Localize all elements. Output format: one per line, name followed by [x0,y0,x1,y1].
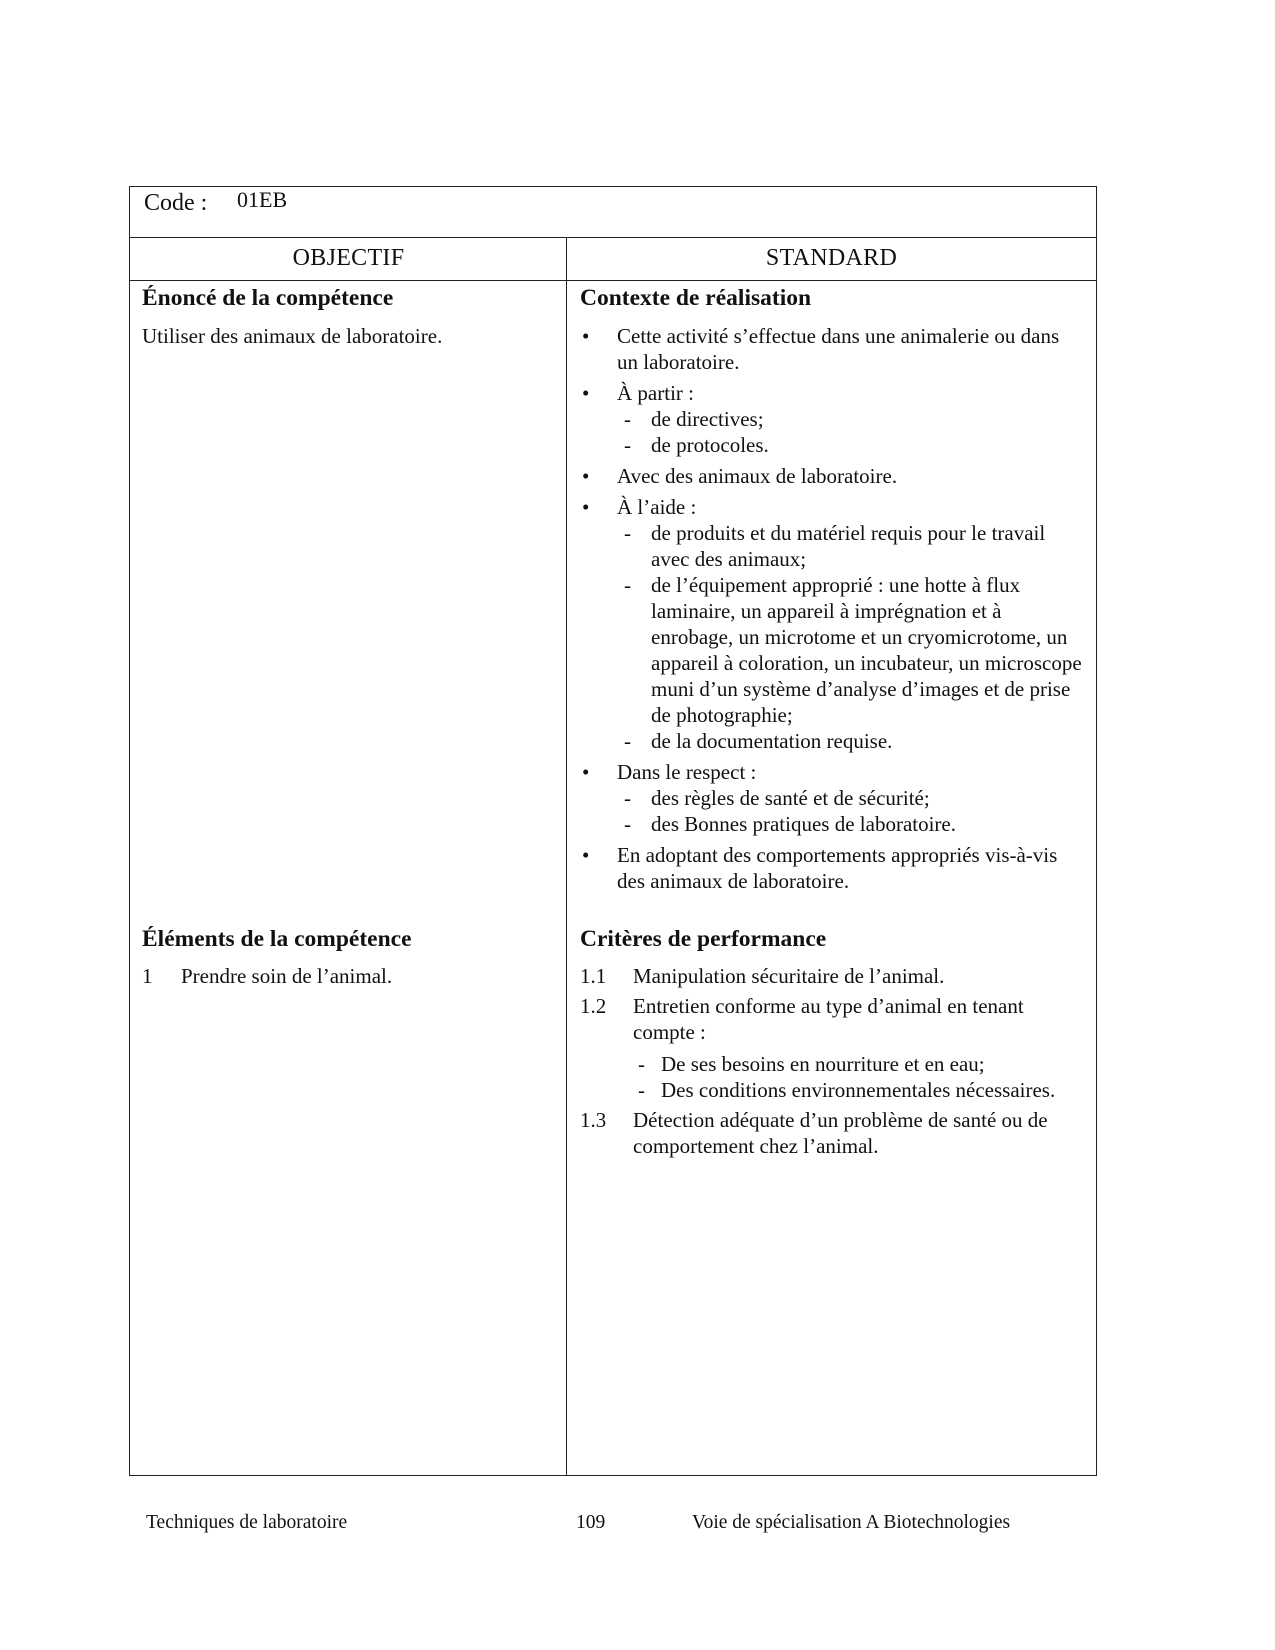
contexte-title: Contexte de réalisation [580,285,812,311]
dash-glyph: - [638,1078,645,1102]
contexte-subtext: des règles de santé et de sécurité; [651,786,930,810]
dash-glyph: - [624,573,631,597]
critere-number: 1.2 [580,994,607,1018]
critere-subtext: Des conditions environnementales nécessaires. [661,1078,1056,1102]
page-number: 109 [576,1512,606,1533]
contexte-subitem [617,572,1084,728]
contexte-list [580,323,1084,894]
bullet-glyph: • [582,495,590,519]
contexte-item [580,380,1084,458]
bullet-glyph: • [582,324,590,348]
footer-title: Techniques de laboratoire [146,1512,348,1533]
enonce-text: Utiliser des animaux de laboratoire. [142,324,443,348]
dash-glyph: - [624,521,631,545]
code-row [130,187,1096,238]
contexte-text: À partir : [617,381,694,405]
bullet-glyph: • [582,464,590,488]
criteres-list [580,963,1084,1163]
contexte-text: Avec des animaux de laboratoire. [617,464,898,488]
header-standard: STANDARD [765,245,898,271]
code-value: 01EB [237,187,288,212]
contexte-item [580,842,1084,894]
critere-sublist [633,1051,1084,1103]
critere-item [580,993,1084,1103]
dash-glyph: - [624,729,631,753]
contexte-subitem [617,520,1084,572]
dash-glyph: - [638,1052,645,1076]
dash-glyph: - [624,812,631,836]
critere-item [580,963,1084,989]
contexte-list-wrap [580,323,1084,899]
critere-number: 1.1 [580,964,607,988]
footer-specialisation: Voie de spécialisation A Biotechnologies [692,1512,1011,1533]
competence-table [129,186,1097,1476]
contexte-text: À l’aide : [617,495,697,519]
contexte-item [580,323,1084,375]
contexte-subtext: de protocoles. [651,433,769,457]
critere-item [580,1107,1084,1159]
contexte-item [580,759,1084,837]
critere-subitem [633,1077,1084,1103]
contexte-subtext: de directives; [651,407,764,431]
critere-text: Détection adéquate d’un problème de santé ou de comportement chez l’animal. [633,1108,1048,1158]
critere-text: Manipulation sécuritaire de l’animal. [633,964,945,988]
element-item [142,963,392,989]
contexte-item [580,463,1084,489]
critere-number: 1.3 [580,1108,607,1132]
critere-text: Entretien conforme au type d’animal en tenant compte : [633,994,1024,1044]
contexte-subitem [617,406,1084,432]
element-number: 1 [142,964,153,988]
critere-subtext: De ses besoins en nourriture et en eau; [661,1052,985,1076]
header-row [130,237,1096,281]
contexte-sublist [617,406,1084,458]
contexte-subitem [617,785,1084,811]
contexte-subitem [617,811,1084,837]
elements-title: Éléments de la compétence [142,926,412,952]
contexte-text: En adoptant des comportements appropriés vis-à-vis des animaux de laboratoire. [617,843,1058,893]
header-objectif: OBJECTIF [292,245,405,271]
element-text: Prendre soin de l’animal. [181,964,393,988]
objectif-column [142,280,562,1475]
enonce-title: Énoncé de la compétence [142,285,394,311]
contexte-item [580,494,1084,754]
contexte-subtext: de la documentation requise. [651,729,893,753]
contexte-subitem [617,728,1084,754]
contexte-sublist [617,785,1084,837]
contexte-subtext: de produits et du matériel requis pour le travail avec des animaux; [651,521,1046,571]
critere-subitem [633,1051,1084,1077]
dash-glyph: - [624,786,631,810]
contexte-subtext: de l’équipement approprié : une hotte à flux laminaire, un appareil à imprégnation et à enrobage, un microtome et un cryomicrotome, un appareil à coloration, un incubateur, un microscope muni d’un système d’analyse d’images et de prise de photographie; [651,573,1082,727]
bullet-glyph: • [582,760,590,784]
contexte-subtext: des Bonnes pratiques de laboratoire. [651,812,956,836]
criteres-title: Critères de performance [580,926,827,952]
dash-glyph: - [624,433,631,457]
contexte-text: Dans le respect : [617,760,757,784]
contexte-subitem [617,432,1084,458]
standard-column [580,280,1084,1475]
dash-glyph: - [624,407,631,431]
code-label: Code : [144,190,208,216]
bullet-glyph: • [582,381,590,405]
column-divider [566,237,567,1475]
contexte-text: Cette activité s’effectue dans une animalerie ou dans un laboratoire. [617,324,1060,374]
contexte-sublist [617,520,1084,754]
bullet-glyph: • [582,843,590,867]
